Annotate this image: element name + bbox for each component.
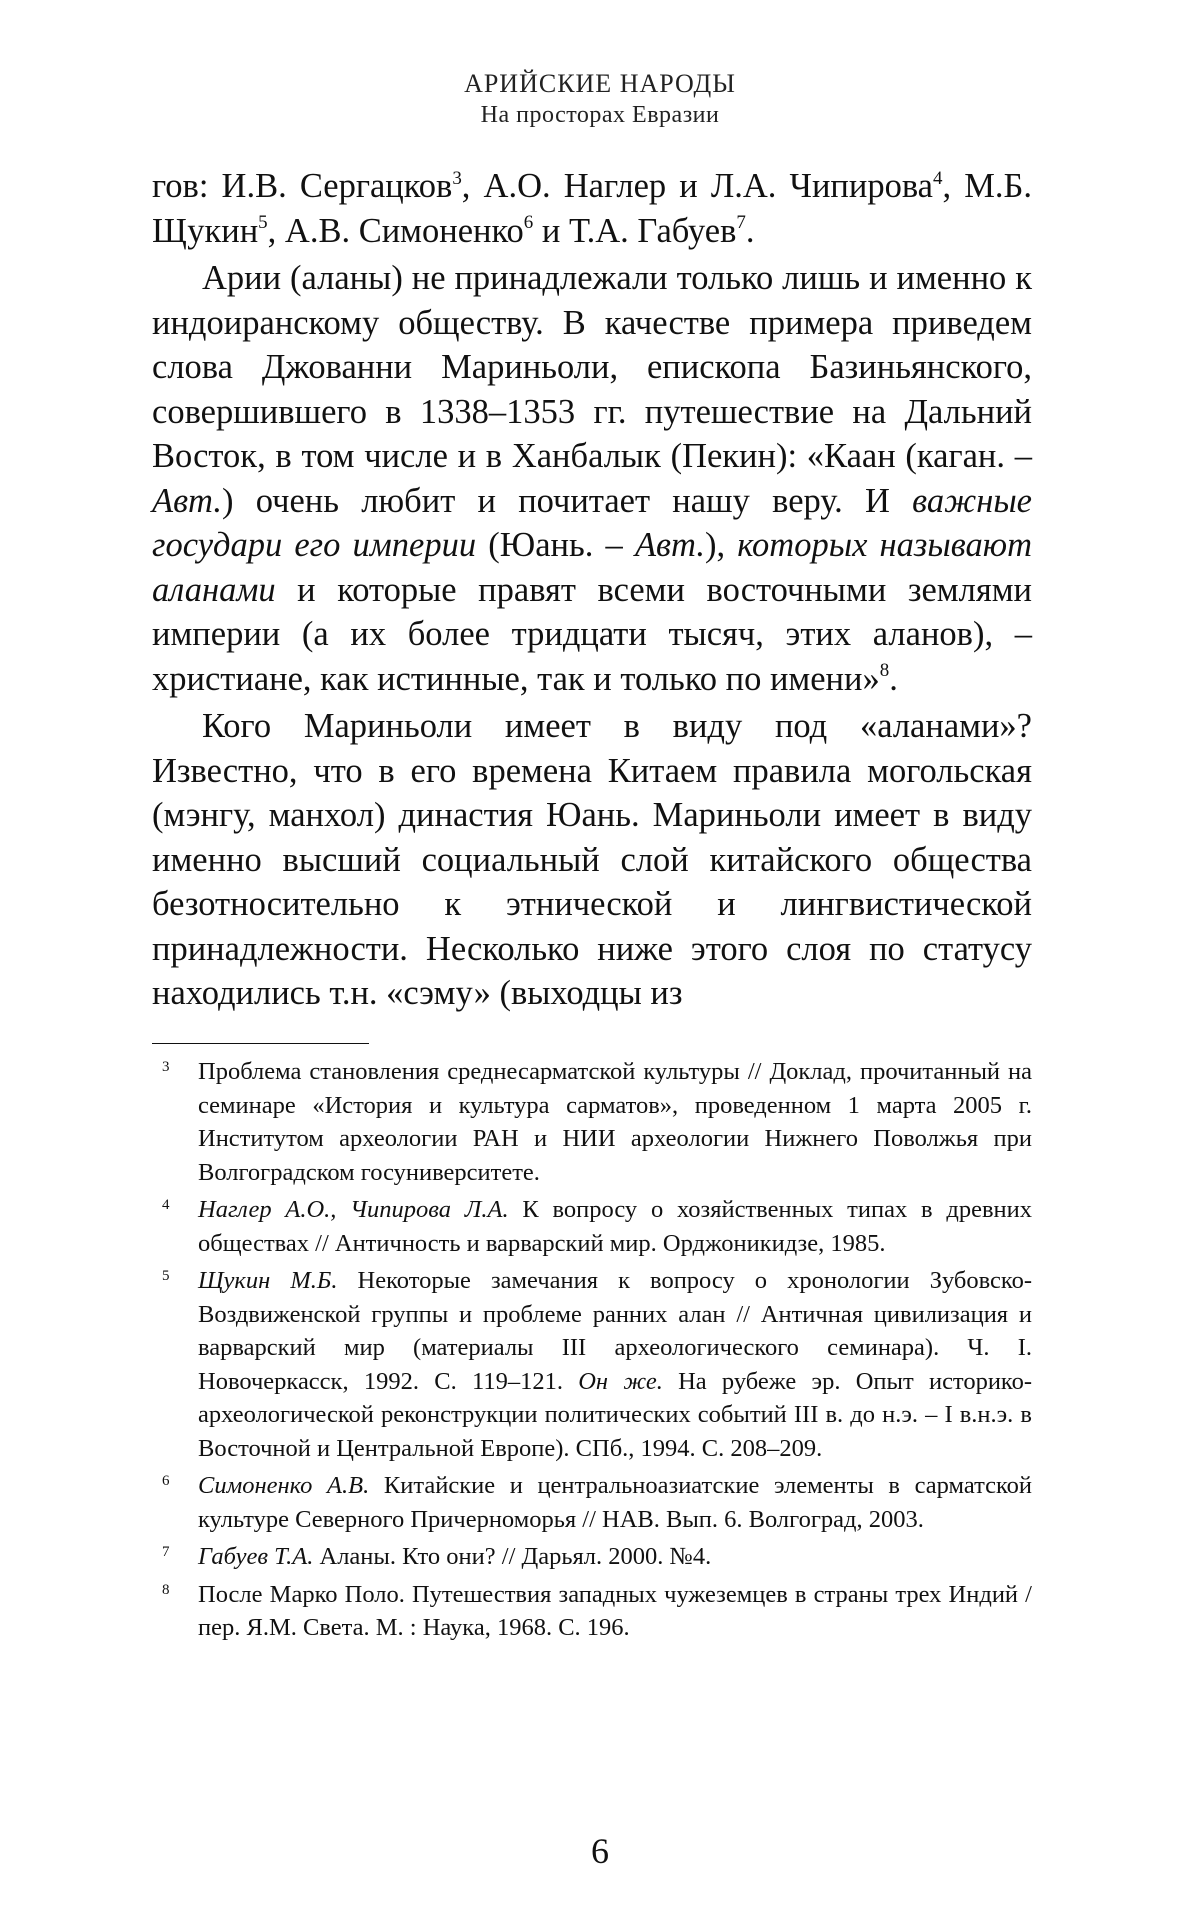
footnote-3 <box>152 1055 1032 1189</box>
footnote-text: После Марко Поло. Путешествия западных чужеземцев в страны трех Индий / пер. Я.М. Света. М. : Наука, 1968. С. 196. <box>198 1580 1032 1641</box>
footnote-text: Аланы. Кто они? // Дарьял. 2000. №4. <box>313 1543 712 1570</box>
text-run: ) очень любит и почитает нашу веру. И <box>222 481 913 520</box>
paragraph-1 <box>152 164 1032 253</box>
footnote-ref-5[interactable]: 5 <box>258 212 268 234</box>
footnote-author: Симоненко А.В. <box>198 1472 370 1499</box>
text-run: . <box>745 211 755 250</box>
footnote-ref-8[interactable]: 8 <box>879 660 890 682</box>
text-run: , М.Б. Щукин <box>152 167 1032 250</box>
footnote-7 <box>152 1540 1032 1574</box>
footnote-text: Некоторые замечания к вопросу о хронологии Зубовско-Воздвиженской группы и проблеме ранних алан // Античная цивилизация и варварский мир (материалы III археологического семинара). Ч. I. Новочеркасск, 1992. С. 119–121. <box>198 1267 1033 1395</box>
footnote-text: На рубеже эр. Опыт историко-археологической реконструкции политических событий III в. до н.э. – I в.н.э. в Восточной и Центральной Европе). СПб., 1994. С. 208–209. <box>198 1367 1032 1462</box>
footnote-text: К вопросу о хозяйственных типах в древних обществах // Античность и варварский мир. Орджоникидзе, 1985. <box>198 1196 1032 1257</box>
footnote-separator <box>152 1043 369 1044</box>
paragraph-2 <box>152 256 1032 701</box>
footnote-ref-6[interactable]: 6 <box>523 212 534 234</box>
text-run: (Юань. – <box>476 526 635 564</box>
text-run: , А.В. Симоненко <box>267 211 524 250</box>
paragraph-3: Кого Мариньоли имеет в виду под «аланами»? Известно, что в его времена Китаем правила могольская (мэнгу, манхол) династия Юань. Мариньоли имеет в виду именно высший социальный слой китайского общества безотносительно к этнической и лингвистической принадлежности. Несколько ниже этого слоя по статусу находились т.н. «сэму» (выходцы из <box>152 707 1032 1012</box>
footnote-4 <box>152 1193 1032 1260</box>
footnote-text: Проблема становления среднесарматской культуры // Доклад, прочитанный на семинаре «История и культура сарматов», проведенном 1 марта 2005 г. Институтом археологии РАН и НИИ археологии Нижнего Поволжья при Волгоградском госуниверситете. <box>198 1058 1032 1186</box>
footnote-author: Габуев Т.А. <box>198 1543 314 1570</box>
italic-run: важные государи его империи <box>152 481 1032 564</box>
footnote-ref-4[interactable]: 4 <box>933 167 943 189</box>
footnote-author: Наглер А.О., Чипирова Л.А. <box>198 1196 509 1223</box>
footnote-ref-3[interactable]: 3 <box>452 167 462 189</box>
italic-run: которых называют аланами <box>152 526 1032 609</box>
text-run: . <box>889 659 898 698</box>
footnote-number: 3 <box>162 1059 170 1075</box>
running-header <box>0 68 1200 130</box>
italic-run: Авт. <box>634 526 705 564</box>
book-title: АРИЙСКИЕ НАРОДЫ <box>464 69 736 98</box>
text-run: , А.О. Наглер и Л.А. Чипирова <box>461 167 933 205</box>
text-run: Арии (аланы) не принадлежали только лишь и именно к индоиранскому обществу. В качестве примера приведем слова Джованни Мариньоли, епископа Базиньянского, совершившего в 1338–1353 гг. путешествие на Дальний Восток, в том числе и в Ханбалык (Пекин): «Каан (каган. – <box>152 259 1032 475</box>
page-number: 6 <box>591 1831 609 1871</box>
footnote-author: Он же. <box>578 1367 663 1395</box>
footnote-8 <box>152 1578 1032 1645</box>
footnote-5 <box>152 1264 1032 1465</box>
footnote-text: Китайские и центральноазиатские элементы в сарматской культуре Северного Причерноморья // НАВ. Вып. 6. Волгоград, 2003. <box>198 1472 1032 1533</box>
text-run: и которые правят всеми восточными землями империи (а их более тридцати тысяч, этих аланов), – христиане, как истинные, так и только по имени» <box>152 570 1032 698</box>
main-text <box>152 164 1032 1016</box>
text-run: и Т.А. Габуев <box>533 211 737 250</box>
italic-run: Авт. <box>152 481 223 520</box>
text-run: гов: И.В. Сергацков <box>152 167 453 205</box>
footnotes <box>152 1055 1032 1649</box>
footnote-author: Щукин М.Б. <box>198 1267 338 1294</box>
footnote-number: 8 <box>162 1581 170 1598</box>
text-run: ), <box>704 526 738 564</box>
footnote-number: 4 <box>162 1197 170 1213</box>
footnote-number: 6 <box>162 1473 170 1489</box>
book-subtitle: На просторах Евразии <box>480 102 720 128</box>
footnote-ref-7[interactable]: 7 <box>736 212 746 234</box>
footnote-number: 7 <box>162 1544 170 1560</box>
footnote-number: 5 <box>162 1268 170 1284</box>
footnote-6 <box>152 1469 1032 1536</box>
